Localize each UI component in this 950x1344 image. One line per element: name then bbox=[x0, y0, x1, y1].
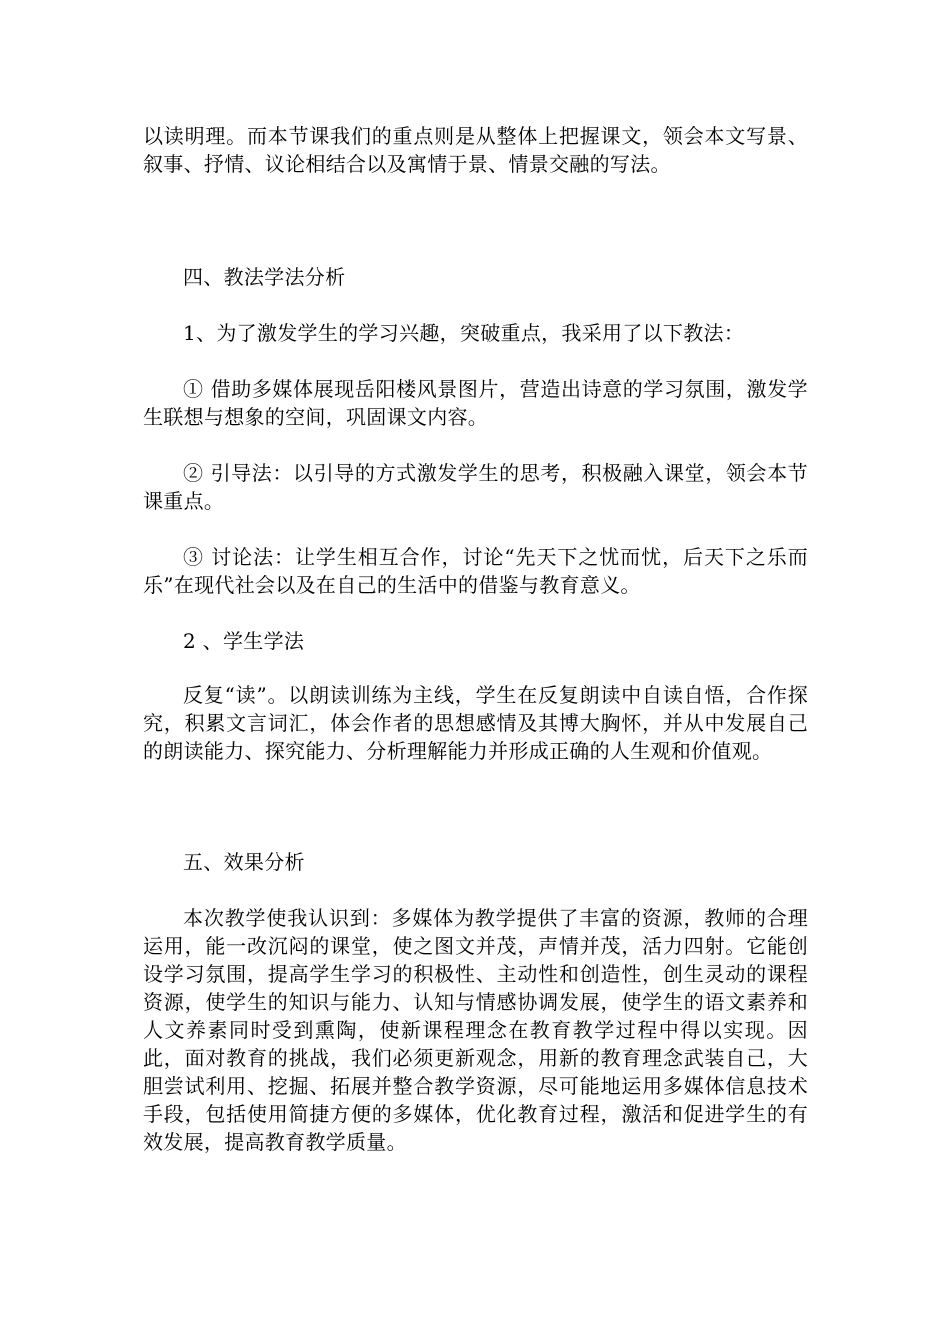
paragraph-student-methods: 反复“读”。以朗读训练为主线，学生在反复朗读中自读自悟，合作探究，积累文言词汇，体会作者的思想感情及其博大胸怀，并从中发展自己的朗读能力、探究能力、分析理解能力并形成正确的人生观和价值观。 bbox=[143, 683, 808, 763]
paragraph-methods-intro: 1、为了激发学生的学习兴趣，突破重点，我采用了以下教法： bbox=[183, 321, 745, 345]
paragraph-method-1: ① 借助多媒体展现岳阳楼风景图片，营造出诗意的学习氛围，激发学生联想与想象的空间，巩固课文内容。 bbox=[143, 377, 808, 429]
paragraph-method-3: ③ 讨论法：让学生相互合作，讨论“先天下之忧而忧，后天下之乐而乐”在现代社会以及在自己的生活中的借鉴与教育意义。 bbox=[143, 545, 808, 597]
paragraph-effect-analysis: 本次教学使我认识到：多媒体为教学提供了丰富的资源，教师的合理运用，能一改沉闷的课堂，使之图文并茂，声情并茂，活力四射。它能创设学习氛围，提高学生学习的积极性、主动性和创造性，创生灵动的课程资源，使学生的知识与能力、认知与情感协调发展，使学生的语文素养和人文养素同时受到熏陶，使新课程理念在教育教学过程中得以实现。因此，面对教育的挑战，我们必须更新观念，用新的教育理念武装自己，大胆尝试利用、挖掘、拓展并整合教学资源，尽可能地运用多媒体信息技术手段，包括使用简捷方便的多媒体，优化教育过程，激活和促进学生的有效发展，提高教育教学质量。 bbox=[143, 906, 808, 1154]
paragraph-method-2: ② 引导法：以引导的方式激发学生的思考，积极融入课堂，领会本节课重点。 bbox=[143, 461, 808, 513]
section-heading-effect-analysis: 五、效果分析 bbox=[183, 850, 305, 874]
subheading-student-methods: 2 、学生学法 bbox=[183, 629, 305, 653]
paragraph-intro: 以读明理。而本节课我们的重点则是从整体上把握课文，领会本文写景、叙事、抒情、议论相结合以及寓情于景、情景交融的写法。 bbox=[143, 124, 808, 176]
section-heading-teaching-methods: 四、教法学法分析 bbox=[183, 265, 346, 289]
